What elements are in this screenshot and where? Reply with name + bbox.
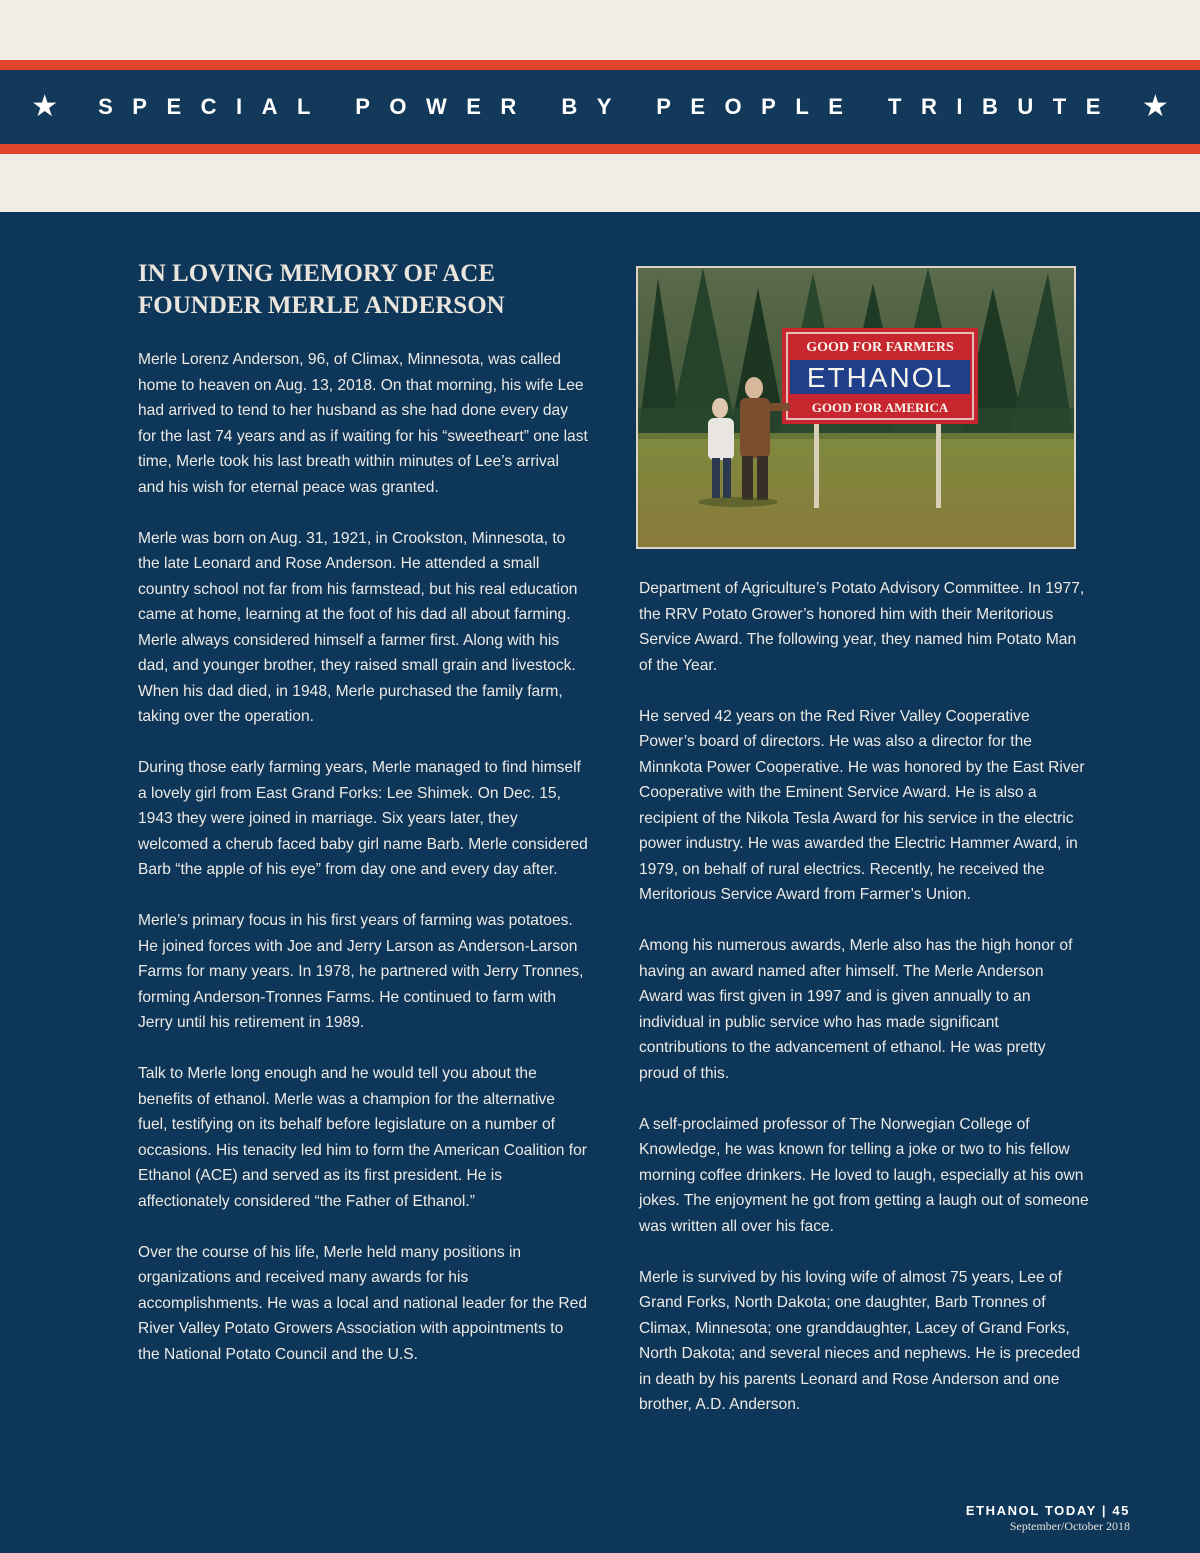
ethanol-sign-photo (636, 266, 1076, 549)
issue-date: September/October 2018 (1009, 1519, 1130, 1533)
paragraph: Over the course of his life, Merle held many positions in organizations and received many awards for his accomplishments. He was a local and national leader for the Red River Valley Potato Growers Association with appointments to the National Potato Council and the U.S. (138, 1243, 587, 1363)
magazine-page-number: ETHANOL TODAY | 45 (965, 1503, 1130, 1518)
headline-line: FOUNDER MERLE ANDERSON (138, 292, 505, 319)
top-red-stripe (0, 60, 1200, 70)
paragraph: A self-proclaimed professor of The Norwegian College of Knowledge, he was known for telling a joke or two to his fellow morning coffee drinkers. He loved to laugh, especially at his own jokes. The enjoyment he got from getting a laugh out of someone was written all over his face. (639, 1115, 1089, 1235)
page-footer (966, 1503, 1130, 1533)
paragraph: Department of Agriculture’s Potato Advisory Committee. In 1977, the RRV Potato Grower’s honored him with their Meritorious Service Award. The following year, they named him Potato Man of the Year. (639, 580, 1085, 674)
paragraph: Merle’s primary focus in his first years of farming was potatoes. He joined forces with Joe and Jerry Larson as Anderson-Larson Farms for many years. In 1978, he partnered with Jerry Tronnes, forming Anderson-Tronnes Farms. He continued to farm with Jerry until his retirement in 1989. (138, 912, 584, 1031)
paragraph: Merle Lorenz Anderson, 96, of Climax, Minnesota, was called home to heaven on Aug. 13, 2018. On that morning, his wife Lee had arrived to tend to her husband as she had done every day for the last 74 years and as if waiting for his “sweetheart” one last time, Merle took his last breath within minutes of Lee’s arrival and his wish for eternal peace was granted. (138, 351, 588, 496)
star-icon: ★ (31, 90, 59, 123)
article-column-left (138, 347, 588, 1393)
paragraph: Talk to Merle long enough and he would tell you about the benefits of ethanol. Merle was a champion for the alternative fuel, testifying on its behalf before legislature on a number of occasions. His tenacity led him to form the American Coalition for Ethanol (ACE) and served as its first president. He is affectionately considered “the Father of Ethanol.” (138, 1065, 587, 1210)
paragraph: Merle is survived by his loving wife of almost 75 years, Lee of Grand Forks, North Dakota; one daughter, Barb Tronnes of Climax, Minnesota; one granddaughter, Lacey of Grand Forks, North Dakota; and several nieces and nephews. He is preceded in death by his parents Leonard and Rose Anderson and one brother, A.D. Anderson. (639, 1268, 1081, 1413)
top-cream-band (0, 0, 1200, 60)
paragraph: Among his numerous awards, Merle also has the high honor of having an award named after himself. The Merle Anderson Award was first given in 1997 and is given annually to an individual in public service who has made significant contributions to the advancement of ethanol. He was pretty proud of this. (639, 937, 1073, 1082)
star-icon: ★ (1141, 90, 1169, 123)
cream-band (0, 154, 1200, 212)
bottom-red-stripe (0, 144, 1200, 154)
banner-title: SPECIAL POWER BY PEOPLE TRIBUTE (98, 94, 1120, 119)
sign-top-text: GOOD FOR FARMERS (806, 340, 954, 355)
article-headline (138, 258, 598, 322)
headline-line: IN LOVING MEMORY OF ACE (138, 260, 495, 287)
sign-bottom-text: GOOD FOR AMERICA (811, 400, 949, 415)
paragraph: During those early farming years, Merle managed to find himself a lovely girl from East Grand Forks: Lee Shimek. On Dec. 15, 1943 they were joined in marriage. Six years later, they welcomed a cherub faced baby girl name Barb. Merle considered Barb “the apple of his eye” from day one and every day after. (138, 759, 588, 878)
sign-middle-text: ETHANOL (806, 362, 954, 393)
tribute-banner (0, 70, 1200, 144)
article-column-right (639, 576, 1089, 1443)
paragraph: He served 42 years on the Red River Valley Cooperative Power’s board of directors. He was also a director for the Minnkota Power Cooperative. He was honored by the East River Cooperative with the Eminent Service Award. He is also a recipient of the Nikola Tesla Award for his service in the electric power industry. He was awarded the Electric Hammer Award, in 1979, on behalf of rural electrics. Recently, he received the Meritorious Service Award from Farmer’s Union. (639, 707, 1085, 903)
paragraph: Merle was born on Aug. 31, 1921, in Crookston, Minnesota, to the late Leonard and Rose Anderson. He attended a small country school not far from his farmstead, but his real education came at home, learning at the foot of his dad all about farming. Merle always considered himself a farmer first. Along with his dad, and younger brother, they raised small grain and livestock. When his dad died, in 1948, Merle purchased the family farm, taking over the operation. (138, 529, 578, 725)
